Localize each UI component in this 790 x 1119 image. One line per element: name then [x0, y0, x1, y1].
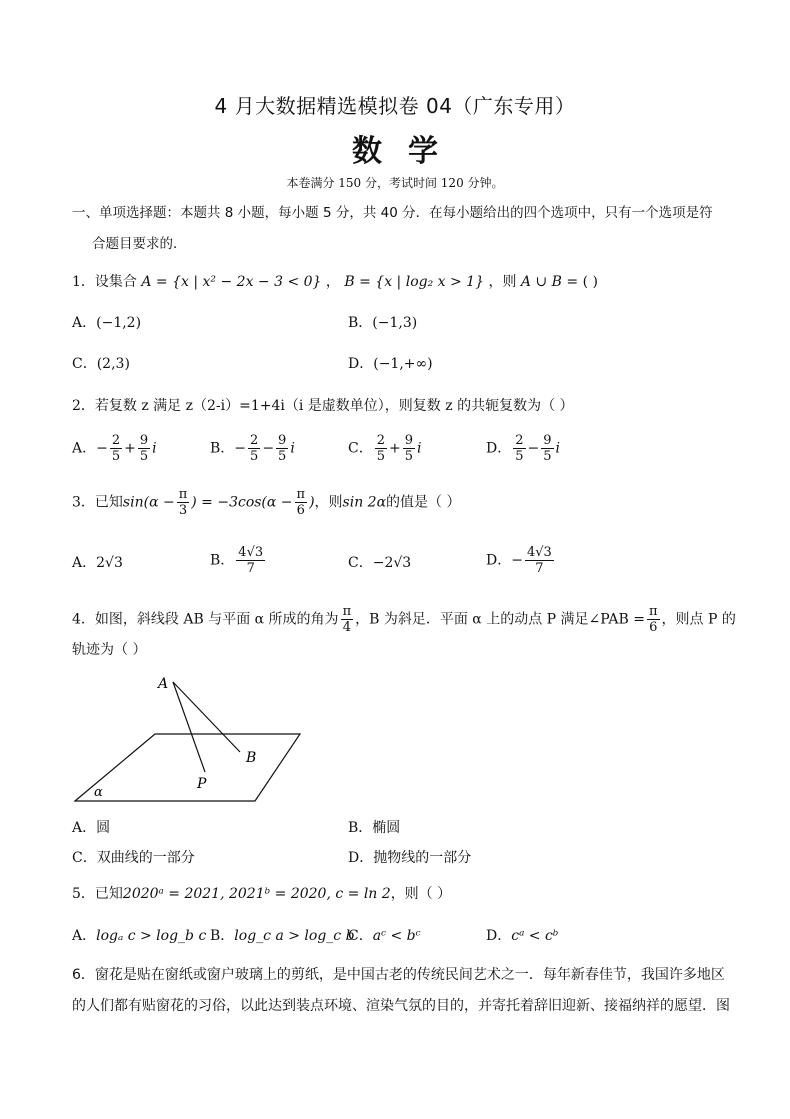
q3-stem-start: 3．已知: [72, 494, 123, 511]
segment-ab: [173, 682, 240, 752]
option-label: C．: [348, 555, 373, 571]
q4-stem-line2: 轨迹为（ ）: [72, 642, 147, 658]
q2-option-d[interactable]: [486, 433, 560, 464]
q5-stem-end: ，则（ ）: [390, 886, 452, 902]
fraction: [647, 604, 660, 635]
denominator: 5: [139, 449, 149, 464]
numerator: 9: [139, 433, 149, 448]
fraction: [295, 487, 308, 518]
q6-line1: 6．窗花是贴在窗纸或窗户玻璃上的剪纸，是中国古老的传统民间艺术之一．每年新春佳节，我国许多地区: [72, 967, 725, 983]
q1-set-b: B = {x | log₂ x > 1}: [344, 274, 484, 290]
imaginary-unit: i: [417, 440, 422, 457]
fraction: [276, 433, 288, 464]
numerator: 9: [404, 433, 414, 448]
q5-stem: [72, 884, 451, 904]
q3-option-a[interactable]: [72, 553, 123, 573]
q2-option-a[interactable]: [72, 433, 157, 464]
subject-heading: 数学: [352, 134, 464, 169]
option-label: D．: [486, 928, 512, 944]
option-value: 圆: [96, 820, 111, 836]
fraction: [248, 433, 260, 464]
denominator: 6: [649, 620, 658, 635]
option-value: (2,3): [96, 356, 130, 372]
sign: −: [96, 440, 108, 457]
option-value: 2√3: [96, 555, 123, 571]
option-label: A．: [72, 315, 97, 331]
fraction: [525, 545, 554, 576]
numerator: π: [296, 487, 306, 502]
option-value: (−1,2): [96, 315, 142, 331]
q4-option-d[interactable]: [348, 848, 471, 868]
option-label: C．: [348, 928, 373, 944]
denominator: 3: [178, 503, 188, 518]
option-label: A．: [72, 820, 97, 836]
q1-stem-start: 1．设集合: [72, 274, 137, 290]
option-label: D．: [486, 552, 512, 569]
exam-meta: 本卷满分 150 分，考试时间 120 分钟。: [286, 176, 504, 190]
operator: −: [527, 440, 540, 457]
q3-close: ): [309, 494, 315, 511]
label-alpha: α: [94, 785, 103, 800]
fraction: [513, 433, 525, 464]
q4-option-c[interactable]: [72, 848, 195, 868]
q1-option-c[interactable]: [72, 354, 130, 374]
q4-stem-line1: [72, 604, 736, 635]
denominator: 5: [250, 449, 259, 464]
q5-option-d[interactable]: [486, 926, 558, 946]
q3-lhs: sin(α −: [122, 494, 175, 511]
denominator: 5: [111, 449, 121, 464]
q6-line2: 的人们都有贴窗花的习俗，以此达到装点环境、渲染气氛的目的，并寄托着辞旧迎新、接福纳祥的愿望．图: [72, 998, 730, 1014]
option-label: D．: [348, 850, 374, 866]
q3-expression: sin 2α: [342, 494, 387, 511]
operator: +: [389, 440, 401, 457]
q1-sep: ，: [325, 274, 340, 290]
fraction: [110, 433, 122, 464]
q1-stem-mid: ，则: [488, 274, 517, 290]
denominator: 4: [342, 620, 351, 635]
numerator: π: [342, 604, 352, 619]
option-value: 抛物线的一部分: [373, 850, 472, 866]
option-label: D．: [486, 440, 512, 457]
q4-figure: [60, 668, 320, 808]
q3-stem: [72, 487, 461, 518]
q3-stem-end: 的值是（ ）: [386, 494, 461, 511]
option-value: logₐ c > log_b c: [96, 928, 207, 944]
option-label: B．: [210, 440, 235, 457]
numerator: 9: [543, 433, 552, 448]
label-a: A: [158, 676, 169, 692]
option-value: 双曲线的一部分: [96, 850, 195, 866]
denominator: 7: [535, 561, 544, 576]
fraction: [403, 433, 415, 464]
label-b: B: [246, 750, 257, 766]
q4-stem-mid: ，B 为斜足．平面 α 上的动点 P 满足∠PAB =: [355, 611, 645, 628]
numerator: 4√3: [238, 545, 264, 560]
q3-option-b[interactable]: [210, 545, 267, 576]
exam-title: 4 月大数据精选模拟卷 04（广东专用）: [214, 94, 576, 118]
label-p: P: [197, 776, 207, 792]
numerator: 4√3: [526, 545, 552, 560]
denominator: 5: [404, 449, 414, 464]
q1-option-d[interactable]: [348, 354, 433, 374]
q3-stem-mid: ，则: [314, 494, 343, 511]
q3-option-c[interactable]: [348, 553, 411, 573]
operator: +: [124, 440, 136, 457]
option-label: A．: [72, 440, 97, 457]
numerator: π: [178, 487, 188, 502]
denominator: 5: [543, 449, 552, 464]
q5-option-b[interactable]: [210, 926, 355, 946]
sign: −: [511, 552, 523, 569]
q4-option-b[interactable]: [348, 818, 400, 838]
q3-middle: ) = −3cos(α −: [191, 494, 293, 511]
option-label: C．: [72, 356, 97, 372]
option-label: B．: [348, 820, 373, 836]
fraction: [236, 545, 265, 576]
sign: −: [234, 440, 247, 457]
numerator: π: [648, 604, 658, 619]
imaginary-unit: i: [555, 440, 561, 457]
denominator: 6: [296, 503, 305, 518]
option-label: B．: [210, 552, 235, 569]
numerator: 2: [250, 433, 259, 448]
numerator: 2: [376, 433, 385, 448]
fraction: [375, 433, 387, 464]
option-label: C．: [348, 440, 373, 457]
option-label: A．: [72, 928, 97, 944]
q4-stem-end: ，则点 P 的: [661, 611, 736, 628]
q1-expression: A ∪ B =: [520, 274, 579, 290]
option-value: −2√3: [372, 555, 412, 571]
option-label: B．: [348, 315, 373, 331]
q5-option-c[interactable]: [348, 926, 421, 946]
numerator: 9: [278, 433, 287, 448]
q1-stem: [72, 272, 598, 292]
denominator: 7: [246, 561, 255, 576]
q1-option-b[interactable]: [348, 313, 417, 333]
q4-option-a[interactable]: [72, 818, 110, 838]
fraction: [138, 433, 150, 464]
option-label: B．: [210, 928, 235, 944]
q6-stem: [72, 960, 730, 1022]
q4-stem-start: 4．如图，斜线段 AB 与平面 α 所成的角为: [72, 611, 339, 628]
q1-option-a[interactable]: [72, 313, 141, 333]
fraction: [541, 433, 553, 464]
fraction: [177, 487, 190, 518]
q2-option-c[interactable]: [348, 433, 422, 464]
option-label: D．: [348, 356, 374, 372]
denominator: 5: [376, 449, 385, 464]
option-value: log_c a > log_c b: [234, 928, 355, 944]
numerator: 2: [515, 433, 524, 448]
plane-alpha: [75, 734, 300, 801]
imaginary-unit: i: [152, 440, 157, 457]
q3-option-d[interactable]: [486, 545, 556, 576]
denominator: 5: [515, 449, 524, 464]
operator: −: [262, 440, 275, 457]
numerator: 2: [111, 433, 121, 448]
q1-set-a: A = {x | x² − 2x − 3 < 0}: [141, 274, 322, 290]
q1-answer-paren: ( ): [582, 274, 598, 290]
q5-stem-start: 5．已知: [72, 886, 123, 902]
fraction: [341, 604, 354, 635]
option-value: (−1,3): [372, 315, 418, 331]
segment-ap: [173, 682, 205, 772]
option-value: 椭圆: [372, 820, 401, 836]
q2-stem: 2．若复数 z 满足 z（2-i）=1+4i（i 是虚数单位），则复数 z 的共轭复数为（ ）: [72, 398, 574, 414]
section-heading-line1: 一、单项选择题：本题共 8 小题，每小题 5 分，共 40 分．在每小题给出的四个选项中，只有一个选项是符: [72, 205, 713, 221]
imaginary-unit: i: [290, 440, 295, 457]
option-label: C．: [72, 850, 97, 866]
option-value: (−1,+∞): [373, 356, 433, 372]
denominator: 5: [278, 449, 287, 464]
option-value: cᵃ < cᵇ: [511, 928, 559, 944]
q2-option-b[interactable]: [210, 433, 295, 464]
q5-given: 2020ᵃ = 2021, 2021ᵇ = 2020, c = ln 2: [122, 886, 391, 902]
option-value: aᶜ < bᶜ: [372, 928, 421, 944]
option-label: A．: [72, 555, 97, 571]
q5-option-a[interactable]: [72, 926, 206, 946]
section-heading-line2: 合题目要求的．: [92, 236, 187, 252]
